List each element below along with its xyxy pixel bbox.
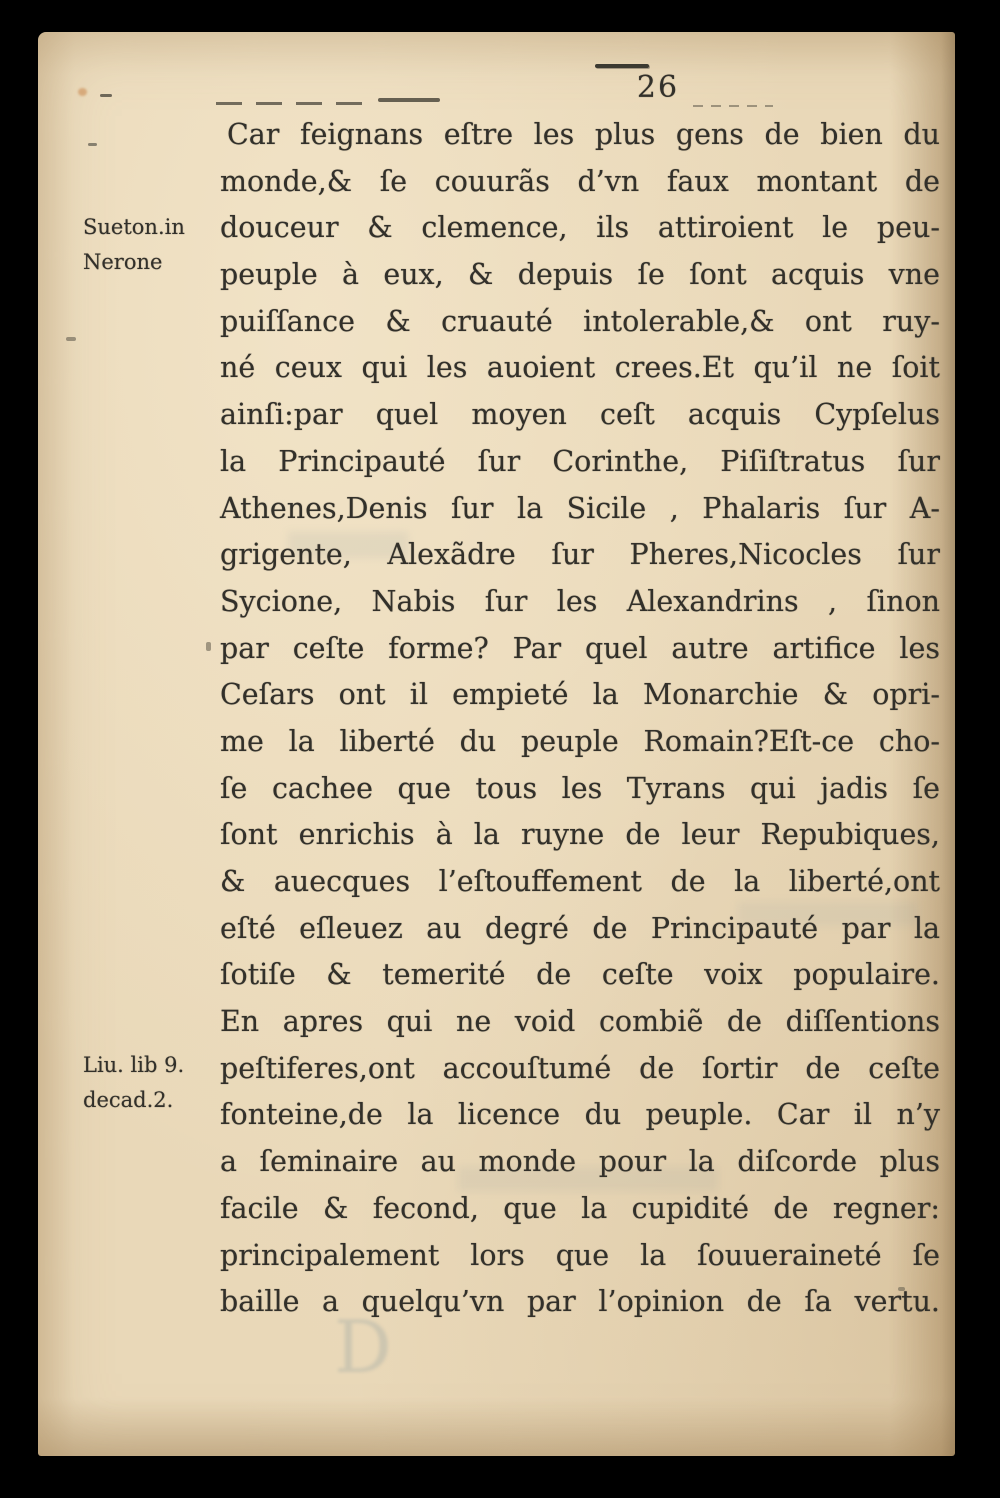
- text-line: ſont enrichis à la ruyne de leur Repubiques,: [220, 818, 940, 852]
- ink-dash-artifact: [216, 102, 366, 105]
- text-line: puiſſance & cruauté intolerable,& ont ruy-: [220, 304, 940, 338]
- book-page: [38, 32, 955, 1456]
- showthrough-initial: D: [334, 1305, 392, 1389]
- text-line: En apres qui ne void combiẽ de diſſentions: [220, 1005, 940, 1039]
- margin-note-line: Liu. lib 9.: [83, 1053, 185, 1077]
- margin-note-livy: [83, 1048, 228, 1118]
- ink-speck: [66, 337, 76, 341]
- text-line: Sycione, Nabis ſur les Alexandrins , ſinon: [220, 584, 940, 618]
- paper-stain: [78, 88, 87, 96]
- ink-dash-artifact: [693, 105, 773, 107]
- body-text: [220, 112, 940, 1326]
- text-line: Athenes,Denis ſur la Sicile , Phalaris ſur A-: [220, 491, 940, 525]
- text-line: & auecques l’eſtouffement de la liberté,ont: [220, 865, 940, 898]
- text-line: me la liberté du peuple Romain?Eſt-ce cho-: [220, 724, 940, 758]
- printers-dash-artifact: [595, 64, 649, 68]
- ink-speck: [100, 94, 112, 97]
- ink-speck: [206, 642, 211, 651]
- text-line: par ceſte forme? Par quel autre artifice les: [220, 631, 940, 665]
- margin-note-line: Sueton.in: [83, 215, 185, 239]
- ink-dash-artifact: [378, 98, 440, 102]
- text-line: facile & fecond, que la cupidité de regner:: [220, 1191, 940, 1225]
- text-line: ſe cachee que tous les Tyrans qui jadis ſe: [220, 771, 940, 805]
- text-line: grigente, Alexãdre ſur Pheres,Nicocles ſur: [220, 538, 940, 572]
- text-line: fonteine,de la licence du peuple. Car il n’y: [220, 1098, 940, 1132]
- text-line: douceur & clemence, ils attiroient le peu-: [220, 211, 940, 245]
- text-line: la Principauté ſur Corinthe, Piſiſtratus ſur: [220, 444, 940, 478]
- text-line: Ceſars ont il empieté la Monarchie & opri-: [220, 678, 940, 712]
- text-line: ſotiſe & temerité de ceſte voix populaire.: [220, 958, 940, 992]
- text-line: a ſeminaire au monde pour la diſcorde plus: [220, 1145, 940, 1179]
- ink-speck: [88, 143, 97, 146]
- page-number: 26: [636, 70, 680, 105]
- margin-note-line: decad.2.: [83, 1088, 174, 1112]
- margin-note-line: Nerone: [83, 250, 163, 274]
- text-line: principalement lors que la ſouueraineté ſe: [220, 1238, 940, 1272]
- margin-note-sueton: [83, 210, 228, 280]
- text-line: monde,& ſe couurãs d’vn faux montant de: [220, 164, 940, 198]
- text-line: peuple à eux, & depuis ſe ſont acquis vne: [220, 258, 940, 292]
- text-line: ainſi:par quel moyen ceſt acquis Cypſelus: [220, 398, 940, 432]
- text-line: eſté eſleuez au degré de Principauté par la: [220, 911, 940, 945]
- text-line: Car feignans eſtre les plus gens de bien du: [227, 118, 940, 151]
- text-line: baille a quelqu’vn par l’opinion de ſa vertu.: [220, 1285, 940, 1319]
- text-line: né ceux qui les auoient crees.Et qu’il ne ſoit: [220, 351, 940, 385]
- text-line: peſtiferes,ont accouſtumé de ſortir de ceſte: [220, 1051, 940, 1085]
